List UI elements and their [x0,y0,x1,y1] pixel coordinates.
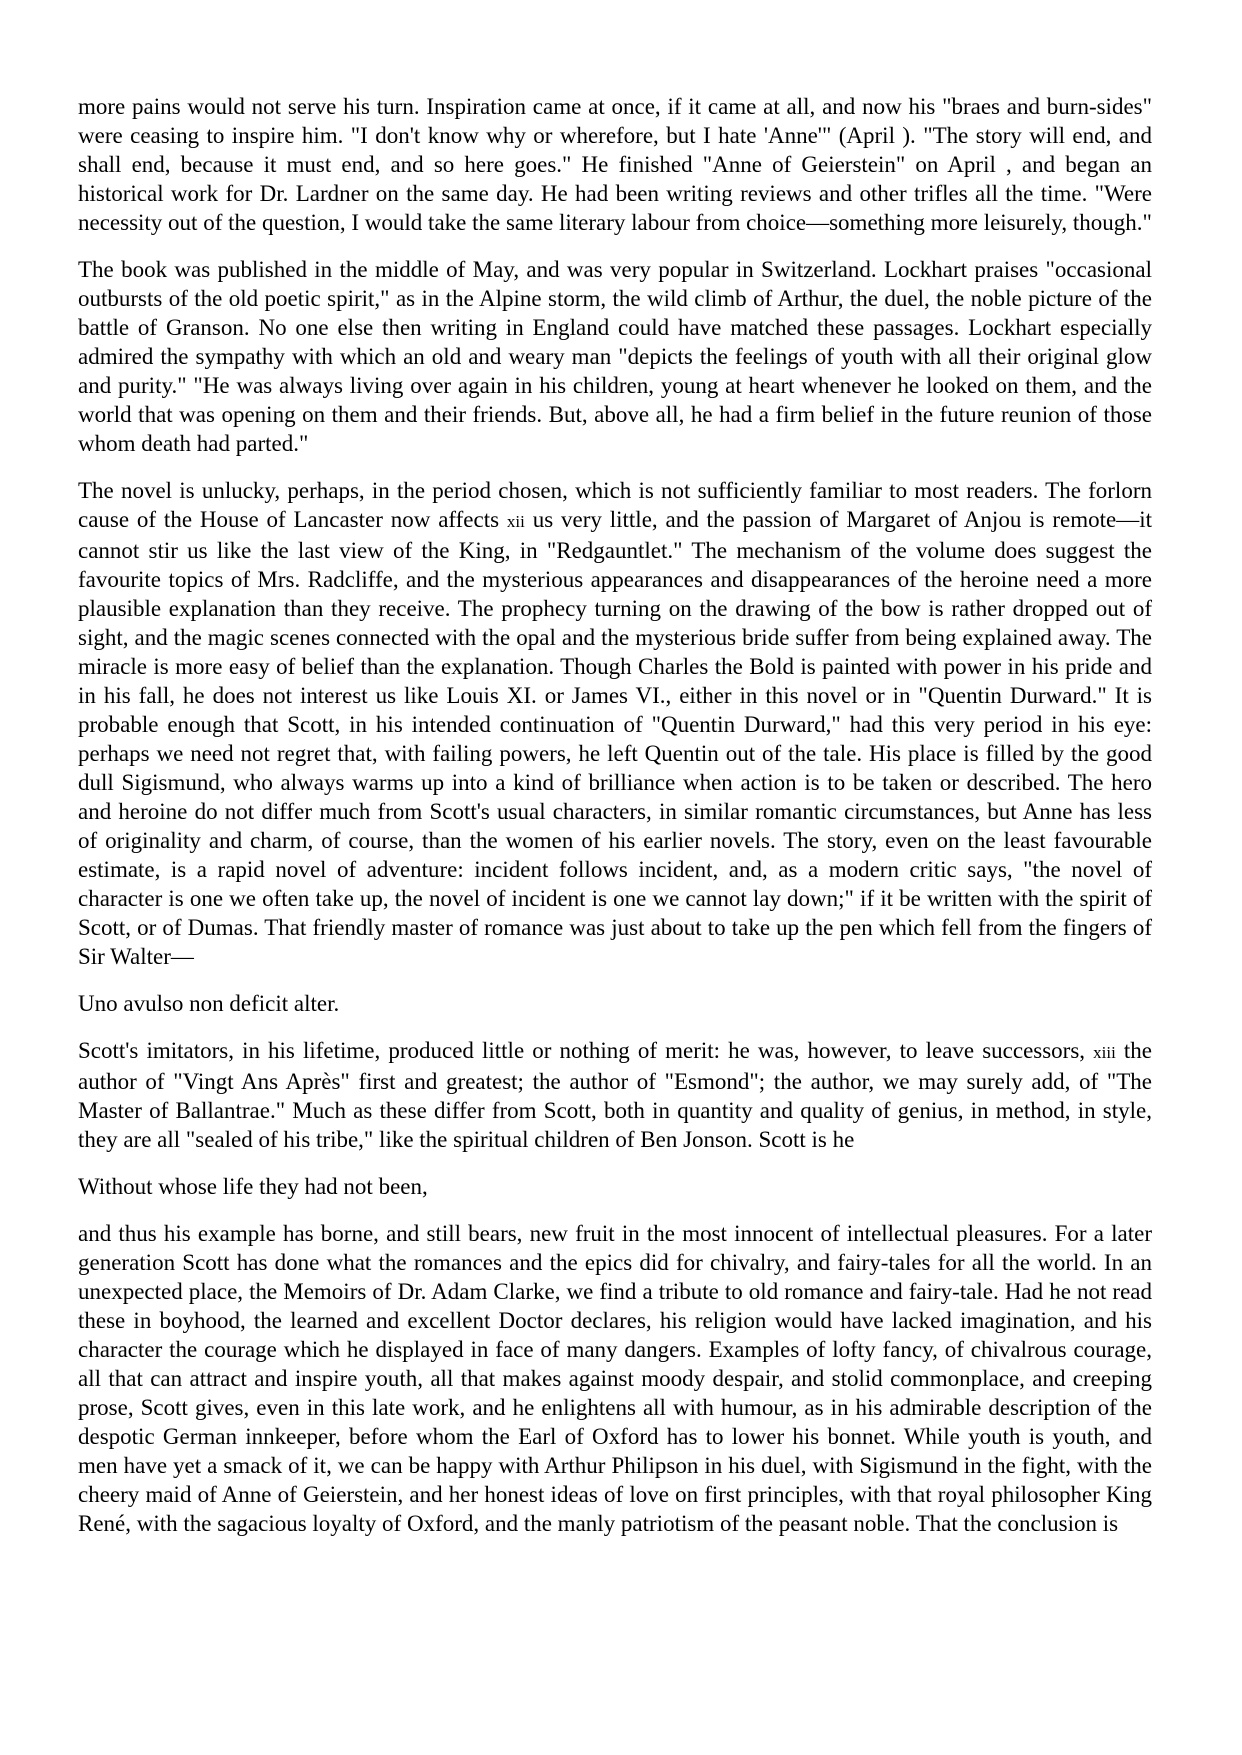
text-segment: Without whose life they had not been, [78,1174,428,1199]
text-segment: Uno avulso non deficit alter. [78,991,340,1016]
paragraph-4 [78,989,1152,1018]
text-segment: The novel is unlucky, perhaps, in the period chosen, which is not sufficiently familiar to most readers. The forlorn cause of the House of Lancaster now affects [78,478,1152,532]
text-segment: the author of "Vingt Ans Après" first and greatest; the author of "Esmond"; the author, we may surely add, of "The Master of Ballantrae." Much as these differ from Scott, both in quantity and quality of genius, in method, in style, they are all "sealed of his tribe," like the spiritual children of Ben Jonson. Scott is he [78,1038,1152,1152]
text-segment: and thus his example has borne, and still bears, new fruit in the most innocent of intellectual pleasures. For a later generation Scott has done what the romances and the epics did for chivalry, and fairy-tales for all the world. In an unexpected place, the Memoirs of Dr. Adam Clarke, we find a tribute to old romance and fairy-tale. Had he not read these in boyhood, the learned and excellent Doctor declares, his religion would have lacked imagination, and his character the courage which he displayed in face of many dangers. Examples of lofty fancy, of chivalrous courage, all that can attract and inspire youth, all that makes against moody despair, and stolid commonplace, and creeping prose, Scott gives, even in this late work, and he enlightens all with humour, as in his admirable description of the despotic German innkeeper, before whom the Earl of Oxford has to lower his bonnet. While youth is youth, and men have yet a smack of it, we can be happy with Arthur Philipson in his duel, with Sigismund in the fight, with the cheery maid of Anne of Geierstein, and her honest ideas of love on first principles, with that royal philosopher King René, with the sagacious loyalty of Oxford, and the manly patriotism of the peasant noble. That the conclusion is [78,1221,1152,1536]
paragraph-3 [78,476,1152,971]
text-segment: us very little, and the passion of Margaret of Anjou is remote—it cannot stir us like the last view of the King, in "Redgauntlet." The mechanism of the volume does suggest the favourite topics of Mrs. Radcliffe, and the mysterious appearances and disappearances of the heroine need a more plausible explanation than they receive. The prophecy turning on the drawing of the bow is rather dropped out of sight, and the magic scenes connected with the opal and the mysterious bride suffer from being explained away. The miracle is more easy of belief than the explanation. Though Charles the Bold is painted with power in his pride and in his fall, he does not interest us like Louis XI. or James VI., either in this novel or in "Quentin Durward." It is probable enough that Scott, in his intended continuation of "Quentin Durward," had this very period in his eye: perhaps we need not regret that, with failing powers, he left Quentin out of the tale. His place is filled by the good dull Sigismund, who always warms up into a kind of brilliance when action is to be taken or described. The hero and heroine do not differ much from Scott's usual characters, in similar romantic circumstances, but Anne has less of originality and charm, of course, than the women of his earlier novels. The story, even on the least favourable estimate, is a rapid novel of adventure: incident follows incident, and, as a modern critic says, "the novel of character is one we often take up, the novel of incident is one we cannot lay down;" if it be written with the spirit of Scott, or of Dumas. That friendly master of romance was just about to take up the pen which fell from the fingers of Sir Walter— [78,507,1152,969]
text-segment: more pains would not serve his turn. Inspiration came at once, if it came at all, and now his "braes and burn-sides" were ceasing to inspire him. "I don't know why or wherefore, but I hate 'Anne'" (April ). "The story will end, and shall end, because it must end, and so here goes." He finished "Anne of Geierstein" on April , and began an historical work for Dr. Lardner on the same day. He had been writing reviews and other trifles all the time. "Were necessity out of the question, I would take the same literary labour from choice—something more leisurely, though." [78,94,1152,235]
paragraph-7 [78,1219,1152,1538]
paragraph-2 [78,255,1152,458]
inline-page-number-marker: xiii [1093,1043,1116,1062]
text-segment: Scott's imitators, in his lifetime, produced little or nothing of merit: he was, however, to leave successors, [78,1038,1094,1063]
text-segment: The book was published in the middle of May, and was very popular in Switzerland. Lockhart praises "occasional outbursts of the old poetic spirit," as in the Alpine storm, the wild climb of Arthur, the duel, the noble picture of the battle of Granson. No one else then writing in England could have matched these passages. Lockhart especially admired the sympathy with which an old and weary man "depicts the feelings of youth with all their original glow and purity." "He was always living over again in his children, young at heart whenever he looked on them, and the world that was opening on them and their friends. But, above all, he had a firm belief in the future reunion of those whom death had parted." [78,257,1152,456]
paragraph-5 [78,1036,1152,1154]
inline-page-number-marker: xii [506,512,525,531]
paragraph-6 [78,1172,1152,1201]
paragraph-1 [78,92,1152,237]
